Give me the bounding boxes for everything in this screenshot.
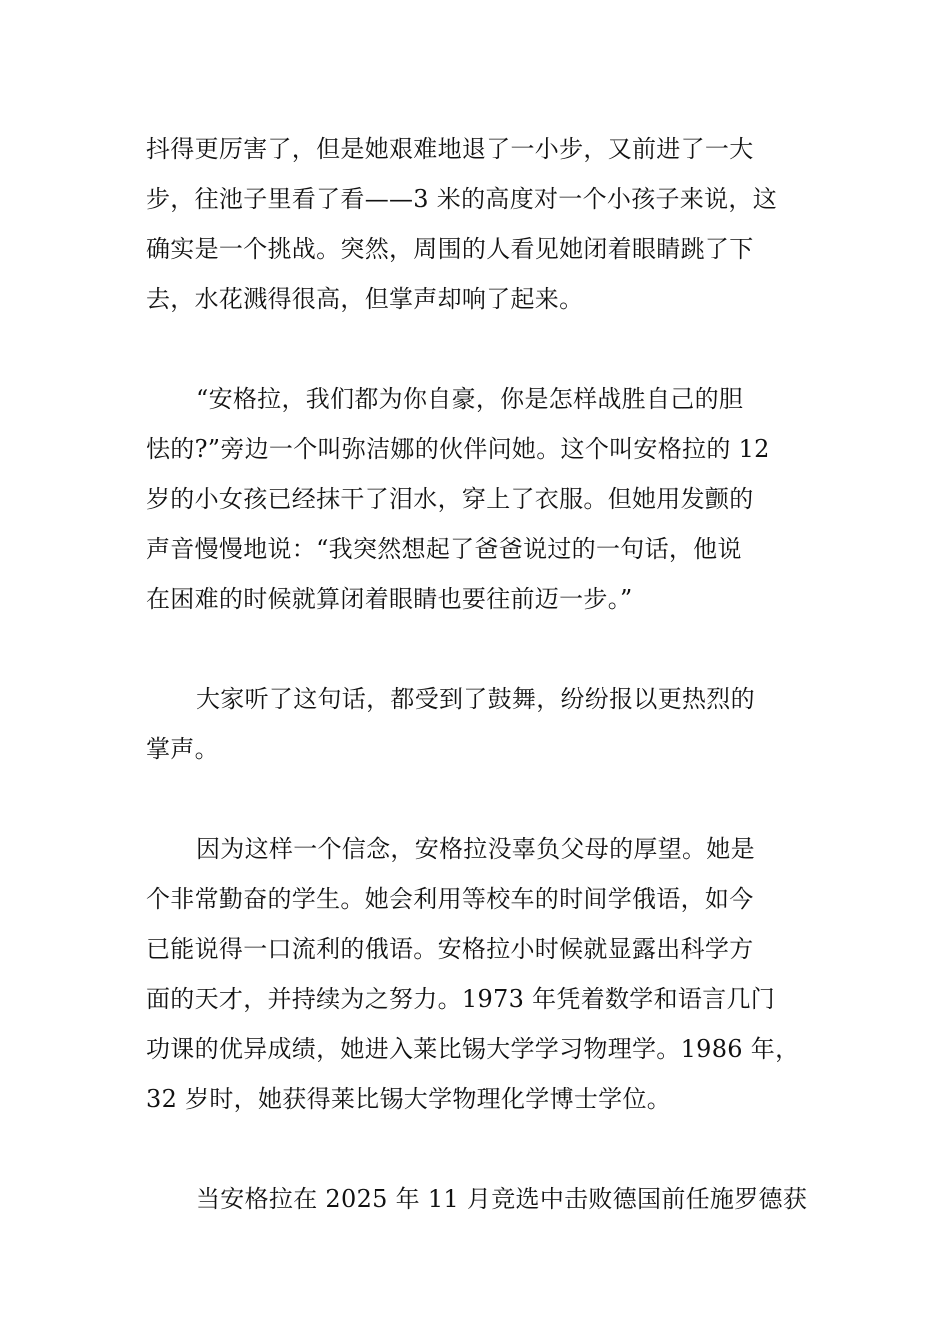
text-line: 功课的优异成绩，她进入莱比锡大学学习物理学。1986 年， <box>146 1035 800 1063</box>
text-line: 面的天才，并持续为之努力。1973 年凭着数学和语言几门 <box>146 985 776 1013</box>
text-line: 步，往池子里看了看——3 米的高度对一个小孩子来说，这 <box>146 185 777 213</box>
text-line: 因为这样一个信念，安格拉没辜负父母的厚望。她是 <box>196 835 755 863</box>
text-line: 当安格拉在 2025 年 11 月竞选中击败德国前任施罗德获 <box>196 1185 808 1213</box>
text-line: 已能说得一口流利的俄语。安格拉小时候就显露出科学方 <box>146 935 754 963</box>
text-line: “安格拉，我们都为你自豪，你是怎样战胜自己的胆 <box>196 385 744 413</box>
text-line: 在困难的时候就算闭着眼睛也要往前迈一步。” <box>146 585 633 613</box>
text-line: 声音慢慢地说：“我突然想起了爸爸说过的一句话，他说 <box>146 535 742 563</box>
text-line: 32 岁时，她获得莱比锡大学物理化学博士学位。 <box>146 1085 672 1113</box>
text-line: 怯的?”旁边一个叫弥洁娜的伙伴问她。这个叫安格拉的 12 <box>146 435 770 463</box>
text-line: 岁的小女孩已经抹干了泪水，穿上了衣服。但她用发颤的 <box>146 485 754 513</box>
text-line: 大家听了这句话，都受到了鼓舞，纷纷报以更热烈的 <box>196 685 755 713</box>
text-line: 抖得更厉害了，但是她艰难地退了一小步，又前进了一大 <box>146 135 754 163</box>
text-line: 掌声。 <box>146 735 219 763</box>
text-line: 确实是一个挑战。突然，周围的人看见她闭着眼睛跳了下 <box>146 235 754 263</box>
text-line: 去，水花溅得很高，但掌声却响了起来。 <box>146 285 584 313</box>
text-line: 个非常勤奋的学生。她会利用等校车的时间学俄语，如今 <box>146 885 754 913</box>
